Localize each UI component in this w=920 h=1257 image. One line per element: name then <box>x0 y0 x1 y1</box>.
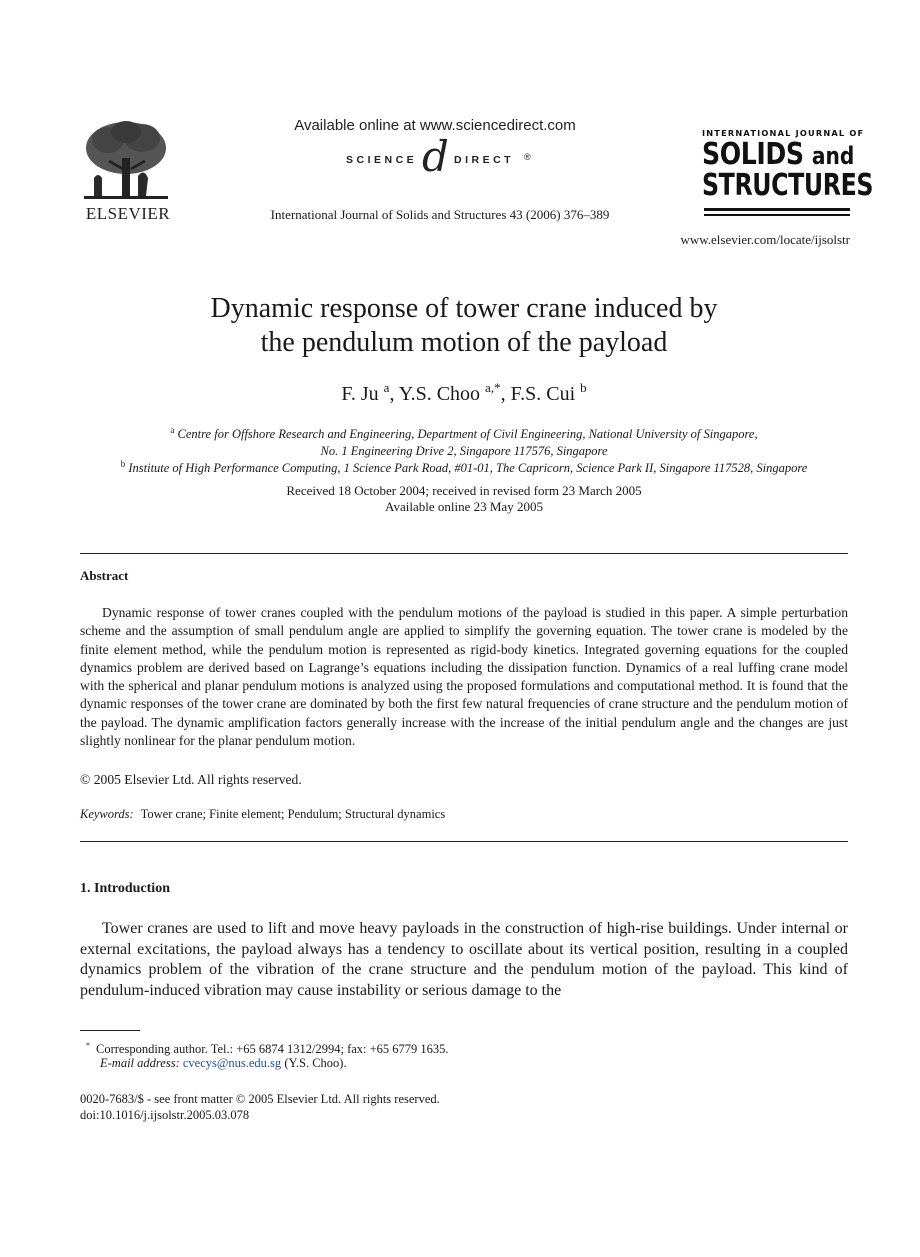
author-name: F. Ju <box>341 383 379 405</box>
keywords-label: Keywords: <box>80 807 134 821</box>
journal-citation: International Journal of Solids and Structures 43 (2006) 376–389 <box>270 207 610 222</box>
author-name: F.S. Cui <box>510 383 576 405</box>
received-date: Received 18 October 2004; received in revised form 23 March 2005 <box>286 483 642 498</box>
journal-logo-and: and <box>811 142 855 170</box>
email-link[interactable]: cvecys@nus.edu.sg <box>182 1056 282 1070</box>
footnote-corresponding-text: Corresponding author. Tel.: +65 6874 1312/2994; fax: +65 6779 1635. <box>96 1042 449 1056</box>
sd-science-word: SCIENCE <box>346 154 418 166</box>
affil-b-mark: b <box>120 459 126 469</box>
available-online-text[interactable]: Available online at www.sciencedirect.com <box>294 117 576 134</box>
issn-line: 0020-7683/$ - see front matter © 2005 Elsevier Ltd. All rights reserved. <box>80 1092 440 1106</box>
journal-logo-top: INTERNATIONAL JOURNAL OF <box>702 128 865 138</box>
sciencedirect-logo <box>300 132 570 182</box>
title-line-1: Dynamic response of tower crane induced by <box>210 293 718 324</box>
journal-logo-bar-thin <box>704 214 850 216</box>
sd-direct-word: DIRECT <box>454 154 515 166</box>
abstract-copyright: © 2005 Elsevier Ltd. All rights reserved. <box>80 772 302 787</box>
author-name: Y.S. Choo <box>398 383 481 405</box>
affil-a-line-2: No. 1 Engineering Drive 2, Singapore 117576, Singapore <box>320 444 608 458</box>
abstract-heading: Abstract <box>80 568 129 583</box>
keywords-line <box>80 807 445 822</box>
affiliation-a <box>80 422 848 460</box>
introduction-text: Tower cranes are used to lift and move heavy payloads in the construction of high-rise buildings. Under internal or external excitations, the payload always has a tendency to oscillate about its vertical position, resulting in a coupled dynamics problem of the vibration of the crane structure and the pendulum motion of the payload. This kind of pendulum-induced vibration may cause instability or serious damage to the <box>80 920 848 1000</box>
journal-url[interactable]: www.elsevier.com/locate/ijsolstr <box>680 232 850 247</box>
author-list: F. Ju $^a$, Y.S. Choo $^{a,*}$, F.S. Cui $^b$ <box>341 380 587 405</box>
divider-bottom <box>80 841 848 842</box>
affil-a-mark: a <box>170 425 175 435</box>
article-dates <box>80 483 848 515</box>
journal-logo-solids-word: SOLIDS <box>702 137 804 172</box>
sd-at-symbol: d <box>422 132 449 181</box>
available-date: Available online 23 May 2005 <box>385 499 543 514</box>
divider-top <box>80 553 848 554</box>
footnote-rule <box>80 1030 140 1031</box>
sd-registered-mark: ® <box>524 152 531 162</box>
doi-line[interactable]: doi:10.1016/j.ijsolstr.2005.03.078 <box>80 1108 250 1122</box>
affil-a-line-1: Centre for Offshore Research and Engineering, Department of Civil Engineering, National University of Singapore, <box>177 427 758 441</box>
article-title <box>80 292 848 360</box>
author-affil-mark: a,* <box>485 380 501 395</box>
affil-b-text: Institute of High Performance Computing, 1 Science Park Road, #01-01, The Capricorn, Science Park II, Singapore 117528, Singapore <box>128 461 808 475</box>
affiliation-b <box>80 456 848 477</box>
journal-logo-structures: STRUCTURES <box>702 168 874 203</box>
title-line-2: the pendulum motion of the payload <box>260 327 668 358</box>
journal-logo-bar <box>704 208 850 211</box>
abstract-text: Dynamic response of tower cranes coupled with the pendulum motions of the payload is studied in this paper. A simple perturbation scheme and the assumption of small pendulum angle are applied to simplify the governing equation. The tower crane is modeled by the finite element method, while the pendulum motion is represented as rigid-body kinetics. Integrated governing equations for the coupled dynamics problem are derived based on Lagrange’s equations including the dissipation function. Dynamics of a real luffing crane model with the spherical and planar pendulum motions is analyzed using the proposed formulations and computational method. It is found that the dynamic responses of the tower crane are dominated by both the first few natural frequencies of crane structure and the pendulum motion of the payload. The dynamic amplification factors generally increase with the increase of the initial pendulum angle and the changes are just slightly nonlinear for the planar pendulum motion. <box>80 605 848 749</box>
elsevier-wordmark: ELSEVIER <box>85 204 171 223</box>
author-affil-mark: a <box>383 380 390 395</box>
author-affil-mark: b <box>580 380 587 395</box>
journal-logo <box>702 128 874 220</box>
section-heading: 1. Introduction <box>80 881 170 896</box>
email-label: E-mail address: <box>100 1056 180 1070</box>
journal-logo-solids <box>702 137 855 172</box>
email-suffix: (Y.S. Choo). <box>284 1056 347 1070</box>
footnote-mark: * <box>86 1041 90 1050</box>
keywords-text: Tower crane; Finite element; Pendulum; Structural dynamics <box>140 807 446 821</box>
footnote-email <box>100 1055 347 1071</box>
